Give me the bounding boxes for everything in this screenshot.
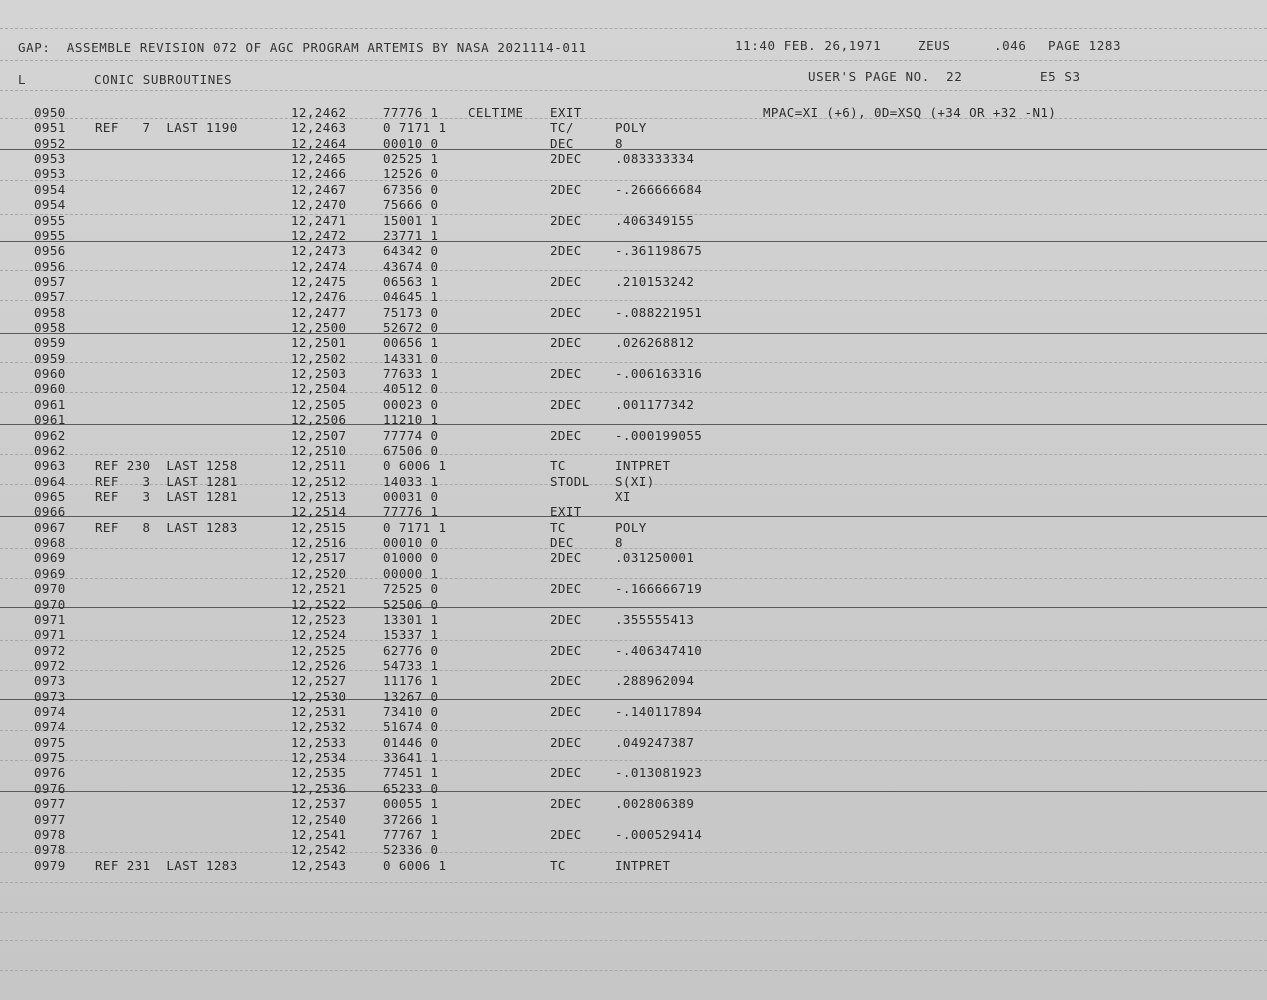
memory-location: 12,2464 [291, 135, 347, 151]
sequence-number: 0977 [34, 811, 66, 827]
listing-row [0, 197, 1267, 212]
opcode: TC [550, 519, 566, 535]
opcode: TC/ [550, 120, 574, 136]
operand: -.406347410 [615, 642, 703, 658]
operand: 8 [615, 135, 623, 151]
sequence-number: 0955 [34, 212, 66, 228]
sequence-number: 0973 [34, 673, 66, 689]
listing-row [0, 243, 1267, 258]
opcode: 2DEC [550, 273, 582, 289]
listing-row [0, 166, 1267, 181]
memory-location: 12,2462 [291, 105, 347, 120]
ruled-line [0, 940, 1267, 941]
sequence-number: 0971 [34, 611, 66, 627]
listing-row [0, 474, 1267, 489]
listing-row [0, 627, 1267, 642]
listing-row [0, 335, 1267, 350]
listing-row [0, 842, 1267, 857]
listing-timestamp: 11:40 FEB. 26,1971 [735, 38, 882, 53]
octal-word: 77776 1 [383, 504, 439, 520]
octal-word: 00031 0 [383, 489, 439, 504]
opcode: 2DEC [550, 335, 582, 351]
sequence-number: 0954 [34, 181, 66, 197]
sequence-number: 0978 [34, 826, 66, 842]
sequence-number: 0974 [34, 719, 66, 735]
octal-word: 40512 0 [383, 381, 439, 397]
listing-row [0, 781, 1267, 796]
sequence-number: 0979 [34, 857, 66, 873]
octal-word: 77451 1 [383, 765, 439, 781]
section-ids: E5 S3 [1040, 69, 1081, 84]
listing-row [0, 228, 1267, 243]
octal-word: 00023 0 [383, 396, 439, 412]
octal-word: 64342 0 [383, 243, 439, 259]
run-code: .046 [994, 38, 1027, 53]
operand: -.361198675 [615, 243, 703, 259]
memory-location: 12,2530 [291, 688, 347, 704]
ruled-line [0, 912, 1267, 913]
ruled-line [0, 90, 1267, 91]
memory-location: 12,2521 [291, 581, 347, 597]
opcode: TC [550, 458, 566, 474]
sequence-number: 0966 [34, 504, 66, 520]
operand: -.006163316 [615, 366, 703, 382]
listing-row [0, 366, 1267, 381]
listing-row [0, 520, 1267, 535]
operand: XI [615, 489, 631, 504]
operand: .001177342 [615, 396, 695, 412]
listing-title: GAP: ASSEMBLE REVISION 072 OF AGC PROGRAM ARTEMIS BY NASA 2021114-011 [18, 40, 587, 55]
opcode: 2DEC [550, 796, 582, 812]
operand: S(XI) [615, 473, 655, 489]
operand: 8 [615, 535, 623, 551]
octal-word: 14033 1 [383, 473, 439, 489]
sequence-number: 0958 [34, 320, 66, 336]
listing-row [0, 612, 1267, 627]
opcode: 2DEC [550, 734, 582, 750]
memory-location: 12,2471 [291, 212, 347, 228]
operand: POLY [615, 519, 647, 535]
memory-location: 12,2465 [291, 151, 347, 167]
listing-row [0, 597, 1267, 612]
octal-word: 62776 0 [383, 642, 439, 658]
sequence-number: 0957 [34, 289, 66, 305]
memory-location: 12,2507 [291, 427, 347, 443]
sequence-number: 0956 [34, 258, 66, 274]
sequence-number: 0964 [34, 473, 66, 489]
operand: .026268812 [615, 335, 695, 351]
listing-row [0, 750, 1267, 765]
memory-location: 12,2532 [291, 719, 347, 735]
sequence-number: 0974 [34, 704, 66, 720]
sequence-number: 0961 [34, 412, 66, 428]
opcode: TC [550, 857, 566, 873]
octal-word: 72525 0 [383, 581, 439, 597]
operand: .406349155 [615, 212, 695, 228]
cross-reference: REF 3 LAST 1281 [95, 473, 238, 489]
comment: MPAC=XI (+6), 0D=XSQ (+34 OR +32 -N1) [763, 105, 1057, 120]
operand: .049247387 [615, 734, 695, 750]
opcode: 2DEC [550, 212, 582, 228]
section-letter: L [18, 72, 27, 87]
listing-row [0, 274, 1267, 289]
operand: -.266666684 [615, 181, 703, 197]
memory-location: 12,2506 [291, 412, 347, 428]
octal-word: 0 7171 1 [383, 519, 447, 535]
sequence-number: 0958 [34, 304, 66, 320]
memory-location: 12,2511 [291, 458, 347, 474]
sequence-number: 0972 [34, 642, 66, 658]
octal-word: 0 6006 1 [383, 458, 447, 474]
cross-reference: REF 7 LAST 1190 [95, 120, 238, 136]
operand: POLY [615, 120, 647, 136]
operand: .355555413 [615, 611, 695, 627]
opcode: STODL [550, 473, 590, 489]
operand: INTPRET [615, 458, 671, 474]
sequence-number: 0955 [34, 227, 66, 243]
operand: -.000529414 [615, 826, 703, 842]
memory-location: 12,2540 [291, 811, 347, 827]
listing-row [0, 719, 1267, 734]
ruled-line [0, 970, 1267, 971]
octal-word: 77767 1 [383, 826, 439, 842]
operand: .002806389 [615, 796, 695, 812]
sequence-number: 0970 [34, 581, 66, 597]
memory-location: 12,2512 [291, 473, 347, 489]
listing-row [0, 812, 1267, 827]
sequence-number: 0962 [34, 427, 66, 443]
octal-word: 12526 0 [383, 166, 439, 182]
opcode: 2DEC [550, 673, 582, 689]
cross-reference: REF 8 LAST 1283 [95, 519, 238, 535]
sequence-number: 0963 [34, 458, 66, 474]
listing-row [0, 289, 1267, 304]
listing-row [0, 443, 1267, 458]
listing-row [0, 351, 1267, 366]
octal-word: 02525 1 [383, 151, 439, 167]
opcode: 2DEC [550, 181, 582, 197]
octal-word: 75666 0 [383, 197, 439, 213]
listing-row [0, 458, 1267, 473]
listing-row [0, 259, 1267, 274]
octal-word: 06563 1 [383, 273, 439, 289]
memory-location: 12,2474 [291, 258, 347, 274]
listing-row [0, 796, 1267, 811]
operand: .031250001 [615, 550, 695, 566]
sequence-number: 0965 [34, 489, 66, 504]
cross-reference: REF 231 LAST 1283 [95, 857, 238, 873]
symbol-label: CELTIME [468, 105, 524, 120]
sequence-number: 0959 [34, 350, 66, 366]
listing-row [0, 397, 1267, 412]
operand: .083333334 [615, 151, 695, 167]
octal-word: 15337 1 [383, 627, 439, 643]
opcode: 2DEC [550, 396, 582, 412]
sequence-number: 0953 [34, 166, 66, 182]
octal-word: 04645 1 [383, 289, 439, 305]
sequence-number: 0959 [34, 335, 66, 351]
listing-row [0, 765, 1267, 780]
memory-location: 12,2525 [291, 642, 347, 658]
computer-name: ZEUS [918, 38, 951, 53]
octal-word: 11176 1 [383, 673, 439, 689]
cross-reference: REF 3 LAST 1281 [95, 489, 238, 504]
memory-location: 12,2543 [291, 857, 347, 873]
opcode: DEC [550, 535, 574, 551]
memory-location: 12,2472 [291, 227, 347, 243]
octal-word: 54733 1 [383, 657, 439, 673]
octal-word: 43674 0 [383, 258, 439, 274]
memory-location: 12,2504 [291, 381, 347, 397]
sequence-number: 0977 [34, 796, 66, 812]
listing-row [0, 105, 1267, 120]
sequence-number: 0976 [34, 780, 66, 796]
memory-location: 12,2514 [291, 504, 347, 520]
octal-word: 67356 0 [383, 181, 439, 197]
ruled-line [0, 60, 1267, 61]
octal-word: 00055 1 [383, 796, 439, 812]
memory-location: 12,2510 [291, 442, 347, 458]
sequence-number: 0962 [34, 442, 66, 458]
memory-location: 12,2542 [291, 842, 347, 858]
memory-location: 12,2536 [291, 780, 347, 796]
octal-word: 65233 0 [383, 780, 439, 796]
opcode: 2DEC [550, 704, 582, 720]
octal-word: 15001 1 [383, 212, 439, 228]
sequence-number: 0968 [34, 535, 66, 551]
listing-row [0, 827, 1267, 842]
listing-row [0, 381, 1267, 396]
sequence-number: 0952 [34, 135, 66, 151]
memory-location: 12,2505 [291, 396, 347, 412]
sequence-number: 0967 [34, 519, 66, 535]
octal-word: 01000 0 [383, 550, 439, 566]
memory-location: 12,2522 [291, 596, 347, 612]
listing-row [0, 136, 1267, 151]
cross-reference: REF 230 LAST 1258 [95, 458, 238, 474]
opcode: 2DEC [550, 304, 582, 320]
operand: -.166666719 [615, 581, 703, 597]
operand: -.140117894 [615, 704, 703, 720]
listing-row [0, 858, 1267, 873]
listing-row [0, 658, 1267, 673]
memory-location: 12,2527 [291, 673, 347, 689]
memory-location: 12,2501 [291, 335, 347, 351]
sequence-number: 0975 [34, 734, 66, 750]
listing-row [0, 673, 1267, 688]
octal-word: 51674 0 [383, 719, 439, 735]
sequence-number: 0969 [34, 565, 66, 581]
memory-location: 12,2467 [291, 181, 347, 197]
opcode: 2DEC [550, 581, 582, 597]
opcode: 2DEC [550, 243, 582, 259]
listing-row [0, 213, 1267, 228]
octal-word: 52506 0 [383, 596, 439, 612]
memory-location: 12,2502 [291, 350, 347, 366]
opcode: EXIT [550, 504, 582, 520]
octal-word: 73410 0 [383, 704, 439, 720]
sequence-number: 0970 [34, 596, 66, 612]
sequence-number: 0976 [34, 765, 66, 781]
memory-location: 12,2513 [291, 489, 347, 504]
memory-location: 12,2537 [291, 796, 347, 812]
operand: .210153242 [615, 273, 695, 289]
octal-word: 0 6006 1 [383, 857, 447, 873]
octal-word: 67506 0 [383, 442, 439, 458]
octal-word: 77633 1 [383, 366, 439, 382]
opcode: 2DEC [550, 642, 582, 658]
ruled-line [0, 882, 1267, 883]
opcode: 2DEC [550, 151, 582, 167]
listing-row [0, 566, 1267, 581]
listing-row [0, 643, 1267, 658]
operand: -.088221951 [615, 304, 703, 320]
page-number: PAGE 1283 [1048, 38, 1122, 53]
memory-location: 12,2477 [291, 304, 347, 320]
memory-location: 12,2533 [291, 734, 347, 750]
octal-word: 00656 1 [383, 335, 439, 351]
memory-location: 12,2523 [291, 611, 347, 627]
sequence-number: 0960 [34, 381, 66, 397]
memory-location: 12,2515 [291, 519, 347, 535]
opcode: EXIT [550, 105, 582, 120]
listing-row [0, 182, 1267, 197]
listing-row [0, 320, 1267, 335]
listing-row [0, 735, 1267, 750]
listing-row [0, 504, 1267, 519]
octal-word: 13301 1 [383, 611, 439, 627]
octal-word: 33641 1 [383, 750, 439, 766]
octal-word: 11210 1 [383, 412, 439, 428]
listing-row [0, 704, 1267, 719]
listing-row [0, 689, 1267, 704]
sequence-number: 0971 [34, 627, 66, 643]
octal-word: 00010 0 [383, 135, 439, 151]
sequence-number: 0954 [34, 197, 66, 213]
memory-location: 12,2517 [291, 550, 347, 566]
sequence-number: 0961 [34, 396, 66, 412]
octal-word: 77776 1 [383, 105, 439, 120]
listing-row [0, 412, 1267, 427]
operand: INTPRET [615, 857, 671, 873]
section-title: CONIC SUBROUTINES [94, 72, 233, 87]
memory-location: 12,2534 [291, 750, 347, 766]
sequence-number: 0957 [34, 273, 66, 289]
memory-location: 12,2500 [291, 320, 347, 336]
opcode: 2DEC [550, 427, 582, 443]
opcode: 2DEC [550, 826, 582, 842]
octal-word: 37266 1 [383, 811, 439, 827]
memory-location: 12,2476 [291, 289, 347, 305]
sequence-number: 0973 [34, 688, 66, 704]
memory-location: 12,2475 [291, 273, 347, 289]
sequence-number: 0950 [34, 105, 66, 120]
octal-word: 52672 0 [383, 320, 439, 336]
ruled-line [0, 28, 1267, 29]
listing-row [0, 120, 1267, 135]
memory-location: 12,2473 [291, 243, 347, 259]
operand: -.000199055 [615, 427, 703, 443]
sequence-number: 0951 [34, 120, 66, 136]
sequence-number: 0953 [34, 151, 66, 167]
sequence-number: 0978 [34, 842, 66, 858]
memory-location: 12,2541 [291, 826, 347, 842]
listing-row [0, 581, 1267, 596]
octal-word: 77774 0 [383, 427, 439, 443]
sequence-number: 0956 [34, 243, 66, 259]
memory-location: 12,2535 [291, 765, 347, 781]
octal-word: 14331 0 [383, 350, 439, 366]
octal-word: 01446 0 [383, 734, 439, 750]
opcode: DEC [550, 135, 574, 151]
memory-location: 12,2503 [291, 366, 347, 382]
listing-row [0, 428, 1267, 443]
listing-row [0, 151, 1267, 166]
users-page-number: USER'S PAGE NO. 22 [808, 69, 963, 84]
octal-word: 00010 0 [383, 535, 439, 551]
sequence-number: 0972 [34, 657, 66, 673]
octal-word: 52336 0 [383, 842, 439, 858]
octal-word: 13267 0 [383, 688, 439, 704]
opcode: 2DEC [550, 611, 582, 627]
memory-location: 12,2531 [291, 704, 347, 720]
listing-row [0, 535, 1267, 550]
opcode: 2DEC [550, 366, 582, 382]
memory-location: 12,2466 [291, 166, 347, 182]
listing-row [0, 550, 1267, 565]
octal-word: 75173 0 [383, 304, 439, 320]
memory-location: 12,2524 [291, 627, 347, 643]
memory-location: 12,2470 [291, 197, 347, 213]
sequence-number: 0975 [34, 750, 66, 766]
opcode: 2DEC [550, 765, 582, 781]
octal-word: 0 7171 1 [383, 120, 447, 136]
operand: -.013081923 [615, 765, 703, 781]
operand: .288962094 [615, 673, 695, 689]
sequence-number: 0969 [34, 550, 66, 566]
memory-location: 12,2516 [291, 535, 347, 551]
listing-row [0, 305, 1267, 320]
listing-row [0, 489, 1267, 504]
sequence-number: 0960 [34, 366, 66, 382]
memory-location: 12,2526 [291, 657, 347, 673]
memory-location: 12,2463 [291, 120, 347, 136]
octal-word: 00000 1 [383, 565, 439, 581]
opcode: 2DEC [550, 550, 582, 566]
memory-location: 12,2520 [291, 565, 347, 581]
octal-word: 23771 1 [383, 227, 439, 243]
